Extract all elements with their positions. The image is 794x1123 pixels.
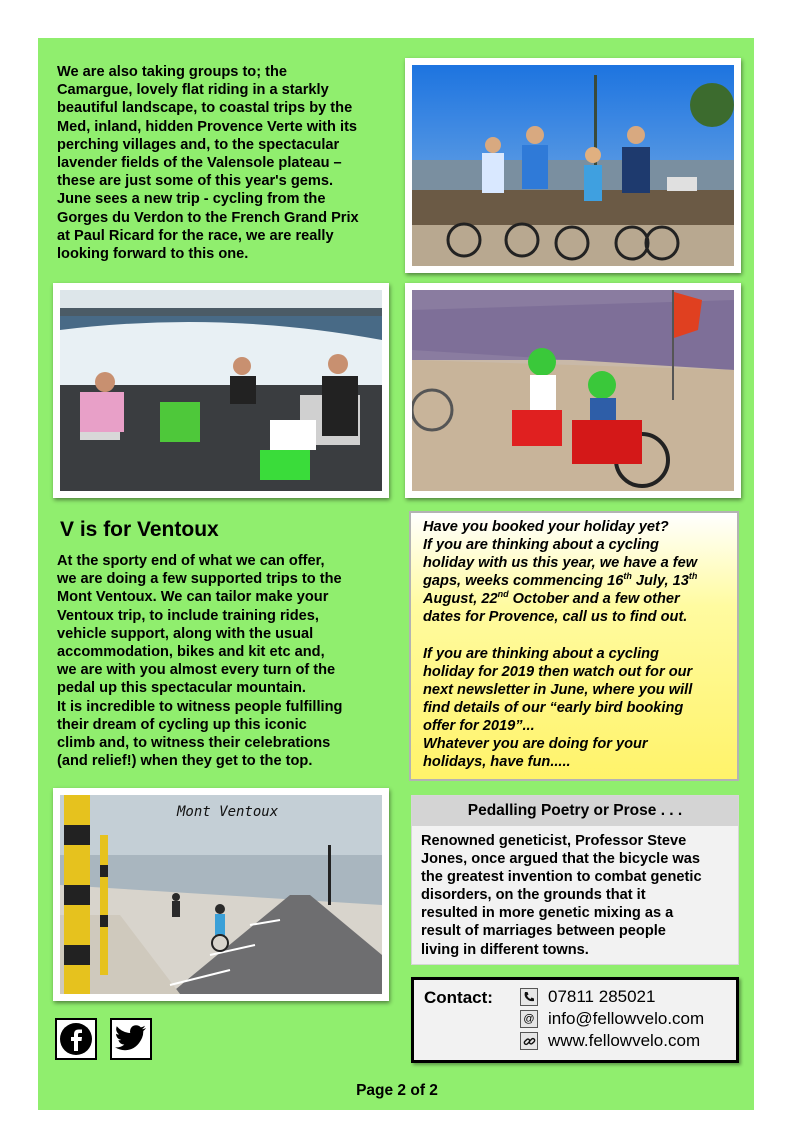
text-line: offer for 2019”... [423,717,535,734]
at-icon: @ [520,1010,538,1028]
facebook-icon [59,1022,93,1056]
text-line: Mont Ventoux. We can tailor make your [57,589,329,606]
text-line: accommodation, bikes and kit etc and, [57,644,325,661]
text-line: next newsletter in June, where you will [423,681,693,698]
contact-web[interactable] [520,1031,700,1051]
photo-caption: Mont Ventoux [177,804,279,820]
text-line: pedal up this spectacular mountain. [57,680,306,697]
ventoux-text [57,552,397,770]
photo-mont-ventoux [53,788,389,1001]
poetry-title: Pedalling Poetry or Prose . . . [412,796,738,826]
text-line: result of marriages between people [421,923,666,940]
poetry-box [411,795,739,965]
photo-cyclists-group [405,58,741,273]
holiday-booking-box [409,511,739,781]
text-line: beautiful landscape, to coastal trips by the [57,100,353,117]
text-line: Renowned geneticist, Professor Steve [421,833,687,849]
text-line: climb and, to witness their celebrations [57,735,331,752]
text-line: lavender fields of the Valensole plateau – [57,155,342,172]
text-line: June sees a new trip - cycling from the [57,191,326,208]
facebook-button[interactable] [55,1018,97,1060]
text-line: find details of our “early bird booking [423,699,684,716]
phone-icon [520,988,538,1006]
text-line: the greatest invention to combat genetic [421,869,702,886]
text-line: perching villages and, to the spectacular [57,136,340,153]
intro-text [57,63,397,263]
text-line: Ventoux trip, to include training rides, [57,607,319,624]
text-line: their dream of cycling up this iconic [57,716,307,733]
poetry-text [412,826,738,959]
text-line: August, 22nd October and a few other [423,589,680,608]
text-line: we are with you almost every turn of the [57,662,336,679]
text-line: vehicle support, along with the usual [57,625,314,642]
text-line: holidays, have fun..... [423,754,571,771]
twitter-icon [114,1024,148,1054]
holiday-question: Have you booked your holiday yet? [423,519,669,535]
contact-label: Contact: [424,988,493,1007]
text-line: these are just some of this year's gems. [57,173,333,190]
text-line: (and relief!) when they get to the top. [57,753,313,770]
contact-phone[interactable] [520,987,655,1007]
text-line: gaps, weeks commencing 16th July, 13th [423,571,698,590]
text-line: If you are thinking about a cycling [423,537,659,554]
photo-boat-trip [53,283,389,498]
text-line: If you are thinking about a cycling [423,645,659,662]
contact-email-text: info@fellowvelo.com [548,1009,705,1028]
text-line: Med, inland, hidden Provence Verte with its [57,118,358,135]
text-line: Camargue, lovely flat riding in a starkly [57,82,329,99]
text-line: resulted in more genetic mixing as a [421,905,674,922]
page-number: Page 2 of 2 [356,1082,438,1099]
ventoux-heading: V is for Ventoux [60,518,219,541]
contact-web-text: www.fellowvelo.com [548,1031,701,1050]
text-line: At the sporty end of what we can offer, [57,553,325,569]
text-line: Jones, once argued that the bicycle was [421,851,700,868]
text-line: disorders, on the grounds that it [421,887,646,904]
text-line: We are also taking groups to; the [57,64,288,80]
text-line: looking forward to this one. [57,246,249,263]
text-line: at Paul Ricard for the race, we are really [57,227,334,244]
text-line: holiday for 2019 then watch out for our [423,663,693,680]
text-line: living in different towns. [421,941,589,958]
text-line: Whatever you are doing for your [423,736,648,753]
contact-box [411,977,739,1063]
photo-lavender-kids [405,283,741,498]
twitter-button[interactable] [110,1018,152,1060]
text-line: It is incredible to witness people fulfilling [57,698,343,715]
contact-phone-text: 07811 285021 [548,987,656,1006]
contact-email[interactable] [520,1009,704,1029]
text-line: dates for Provence, call us to find out. [423,609,688,626]
link-icon [520,1032,538,1050]
text-line: Gorges du Verdon to the French Grand Prix [57,209,359,226]
text-line: holiday with us this year, we have a few [423,555,698,572]
text-line: we are doing a few supported trips to the [57,571,342,588]
